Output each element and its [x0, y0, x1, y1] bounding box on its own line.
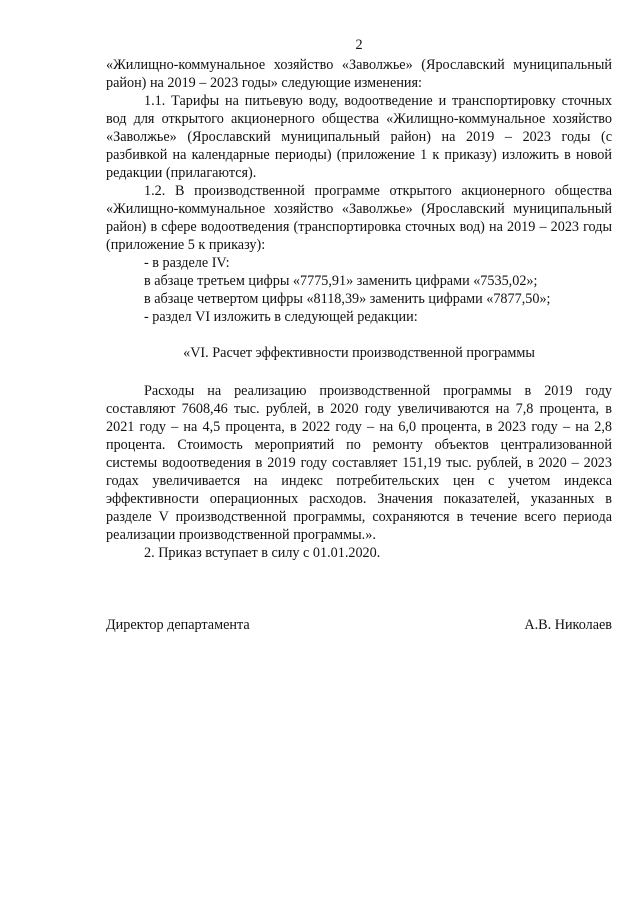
spacer [106, 326, 612, 344]
expenses-paragraph: Расходы на реализацию производственной программы в 2019 году составляют 7608,46 тыс. рублей, в 2020 году увеличиваются на 7,8 процента, в 2021 году – на 4,5 процента, в 2022 году – на 6,0 процента, в 2023 году – на 2,8 процента. Стоимость мероприятий по ремонту объектов централизованной системы водоотведения в 2019 году составляет 151,19 тыс. рублей, в 2020 – 2023 годах увеличивается на индекс потребительских цен с учетом индекса эффективности операционных расходов. Значения показателей, указанных в разделе V производственной программы, сохраняются в течение всего периода реализации производственной программы.». [106, 383, 612, 543]
section-vi-title: «VI. Расчет эффективности производственной программы [183, 345, 535, 361]
spacer [106, 362, 612, 382]
item-section-iv: - в разделе IV: [144, 255, 230, 271]
signature-block [106, 616, 612, 634]
spacer [106, 562, 612, 616]
clause-1-2: 1.2. В производственной программе открытого акционерного общества «Жилищно-коммунальное хозяйство «Заволжье» (Ярославский муниципальный район) в сфере водоотведения (транспортировка сточных вод) на 2019 – 2023 годы (приложение 5 к приказу): [106, 183, 612, 253]
signature-position: Директор департамента [106, 617, 250, 633]
clause-1-1: 1.1. Тарифы на питьевую воду, водоотведение и транспортировку сточных вод для открытого акционерного общества «Жилищно-коммунальное хозяйство «Заволжье» (Ярославский муниципальный район) на 2019 – 2023 годы (с разбивкой на календарные периоды) (приложение 1 к приказу) изложить в новой редакции (прилагаются). [106, 93, 612, 181]
item-fourth-paragraph: в абзаце четвертом цифры «8118,39» заменить цифрами «7877,50»; [144, 291, 551, 307]
item-third-paragraph: в абзаце третьем цифры «7775,91» заменить цифрами «7535,02»; [144, 273, 538, 289]
intro-paragraph: «Жилищно-коммунальное хозяйство «Заволжье» (Ярославский муниципальный район) на 2019 – 2023 годы» следующие изменения: [106, 57, 612, 91]
clause-2: 2. Приказ вступает в силу с 01.01.2020. [144, 545, 381, 561]
page-number: 2 [355, 37, 363, 53]
signature-name: А.В. Николаев [524, 617, 612, 633]
item-section-vi: - раздел VI изложить в следующей редакции: [144, 309, 418, 325]
document-page [106, 36, 612, 634]
